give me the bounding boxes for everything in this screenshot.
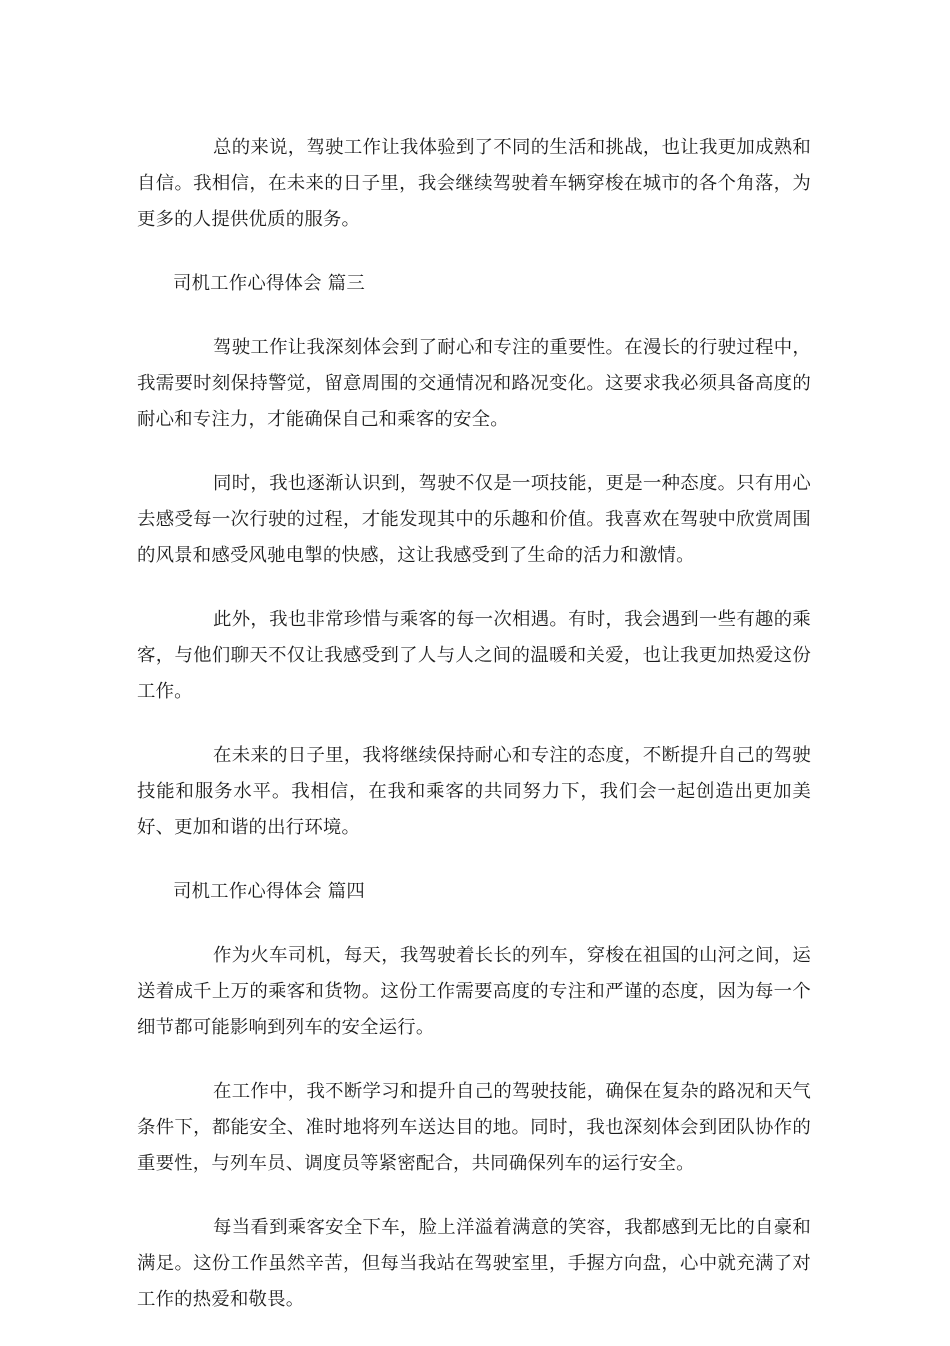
paragraph: 此外，我也非常珍惜与乘客的每一次相遇。有时，我会遇到一些有趣的乘客，与他们聊天不仅让我感受到了人与人之间的温暖和关爱，也让我更加热爱这份工作。 [137,609,811,702]
paragraph: 在未来的日子里，我将继续保持耐心和专注的态度，不断提升自己的驾驶技能和服务水平。我相信，在我和乘客的共同努力下，我们会一起创造出更加美好、更加和谐的出行环境。 [137,745,811,838]
document-page [137,130,811,1346]
paragraph: 每当看到乘客安全下车，脸上洋溢着满意的笑容，我都感到无比的自豪和满足。这份工作虽然辛苦，但每当我站在驾驶室里，手握方向盘，心中就充满了对工作的热爱和敬畏。 [137,1217,811,1310]
paragraph: 同时，我也逐渐认识到，驾驶不仅是一项技能，更是一种态度。只有用心去感受每一次行驶的过程，才能发现其中的乐趣和价值。我喜欢在驾驶中欣赏周围的风景和感受风驰电掣的快感，这让我感受到了生命的活力和激情。 [137,473,811,566]
paragraph: 驾驶工作让我深刻体会到了耐心和专注的重要性。在漫长的行驶过程中，我需要时刻保持警觉，留意周围的交通情况和路况变化。这要求我必须具备高度的耐心和专注力，才能确保自己和乘客的安全。 [137,337,811,430]
paragraph: 在工作中，我不断学习和提升自己的驾驶技能，确保在复杂的路况和天气条件下，都能安全、准时地将列车送达目的地。同时，我也深刻体会到团队协作的重要性，与列车员、调度员等紧密配合，共同确保列车的运行安全。 [137,1081,811,1174]
paragraph: 总的来说，驾驶工作让我体验到了不同的生活和挑战，也让我更加成熟和自信。我相信，在未来的日子里，我会继续驾驶着车辆穿梭在城市的各个角落，为更多的人提供优质的服务。 [137,137,811,230]
section-heading: 司机工作心得体会 篇三 [173,273,365,294]
paragraph: 作为火车司机，每天，我驾驶着长长的列车，穿梭在祖国的山河之间，运送着成千上万的乘客和货物。这份工作需要高度的专注和严谨的态度，因为每一个细节都可能影响到列车的安全运行。 [137,945,811,1038]
section-heading: 司机工作心得体会 篇四 [173,881,365,902]
